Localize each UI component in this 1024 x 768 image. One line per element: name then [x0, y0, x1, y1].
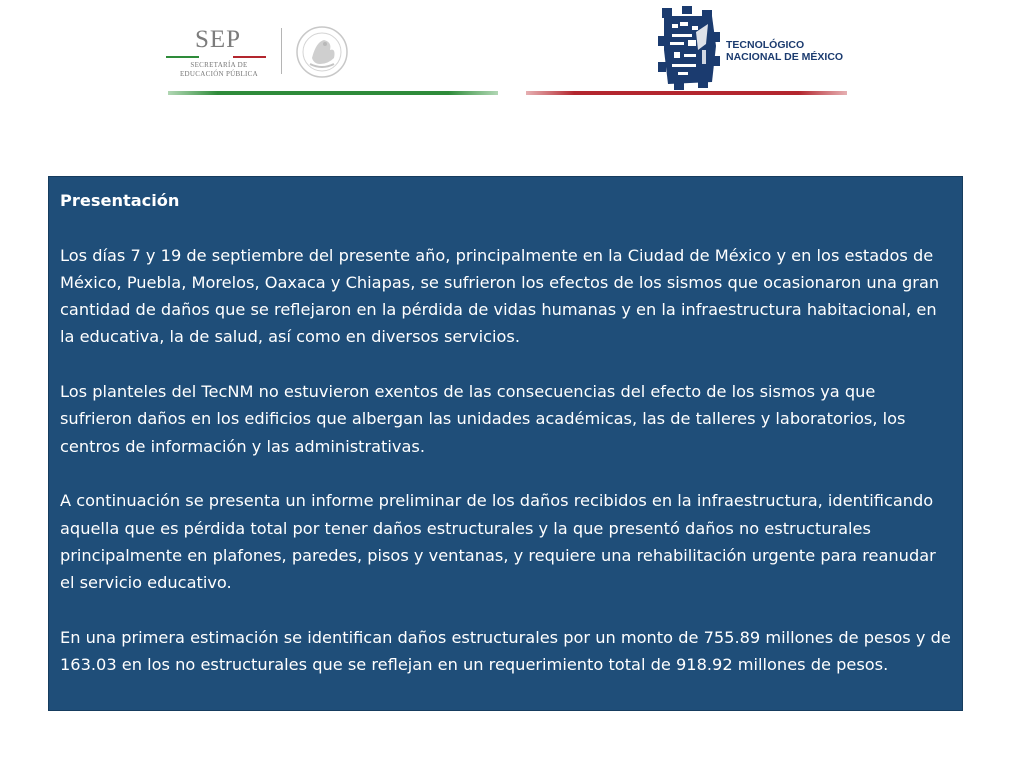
sep-acronym: SEP [195, 26, 242, 53]
sep-flag-bar [166, 56, 266, 58]
sep-subtitle-line1: SECRETARÍA DE [190, 61, 248, 69]
paragraph-tecnm-damage: Los planteles del TecNM no estuvieron exentos de las consecuencias del efecto de los sismos ya que sufrieron daños en los edificios que albergan las unidades académicas, las de talleres y laboratorios, los centros de información y las administrativas. [60, 382, 906, 456]
sep-subtitle [174, 61, 264, 79]
paragraph-sismos-effects: Los días 7 y 19 de septiembre del presente año, principalmente en la Ciudad de México y en los estados de México, Puebla, Morelos, Oaxaca y Chiapas, se sufrieron los efectos de los sismos que ocasionaron una gran cantidad de daños que se reflejaron en la pérdida de vidas humanas y en la infraestructura habitacional, en la educativa, la de salud, así como en diversos servicios. [60, 245, 940, 347]
tecnm-wordmark [726, 39, 843, 63]
paragraph-preliminary-report: A continuación se presenta un informe preliminar de los daños recibidos en la infraestructura, identificando aquella que es pérdida total por tener daños estructurales y la que presentó daños no estructurales principalmente en plafones, paredes, pisos y ventanas, y requiere una rehabilitación urgente para reanudar el servicio educativo. [60, 491, 936, 593]
sep-divider [281, 28, 282, 74]
green-divider-line [168, 91, 498, 95]
tecnm-wordmark-line2: NACIONAL DE MÉXICO [726, 51, 844, 63]
tecnm-wordmark-line1: TECNOLÓGICO [726, 39, 805, 51]
tecnm-gear-emblem-icon [658, 6, 722, 90]
paragraph-cost-estimate: En una primera estimación se identifican daños estructurales por un monto de 755.89 millones de pesos y de 163.03 en los no estructurales que se reflejan en un requerimiento total de 918.92 millones de pesos. [60, 627, 951, 675]
tecnm-logo [658, 6, 858, 92]
presentation-title: Presentación [60, 191, 180, 210]
presentation-text-box [48, 176, 963, 711]
mexico-seal-icon [292, 24, 352, 80]
sep-subtitle-line2: EDUCACIÓN PÚBLICA [179, 70, 259, 78]
sep-logo [164, 24, 364, 80]
